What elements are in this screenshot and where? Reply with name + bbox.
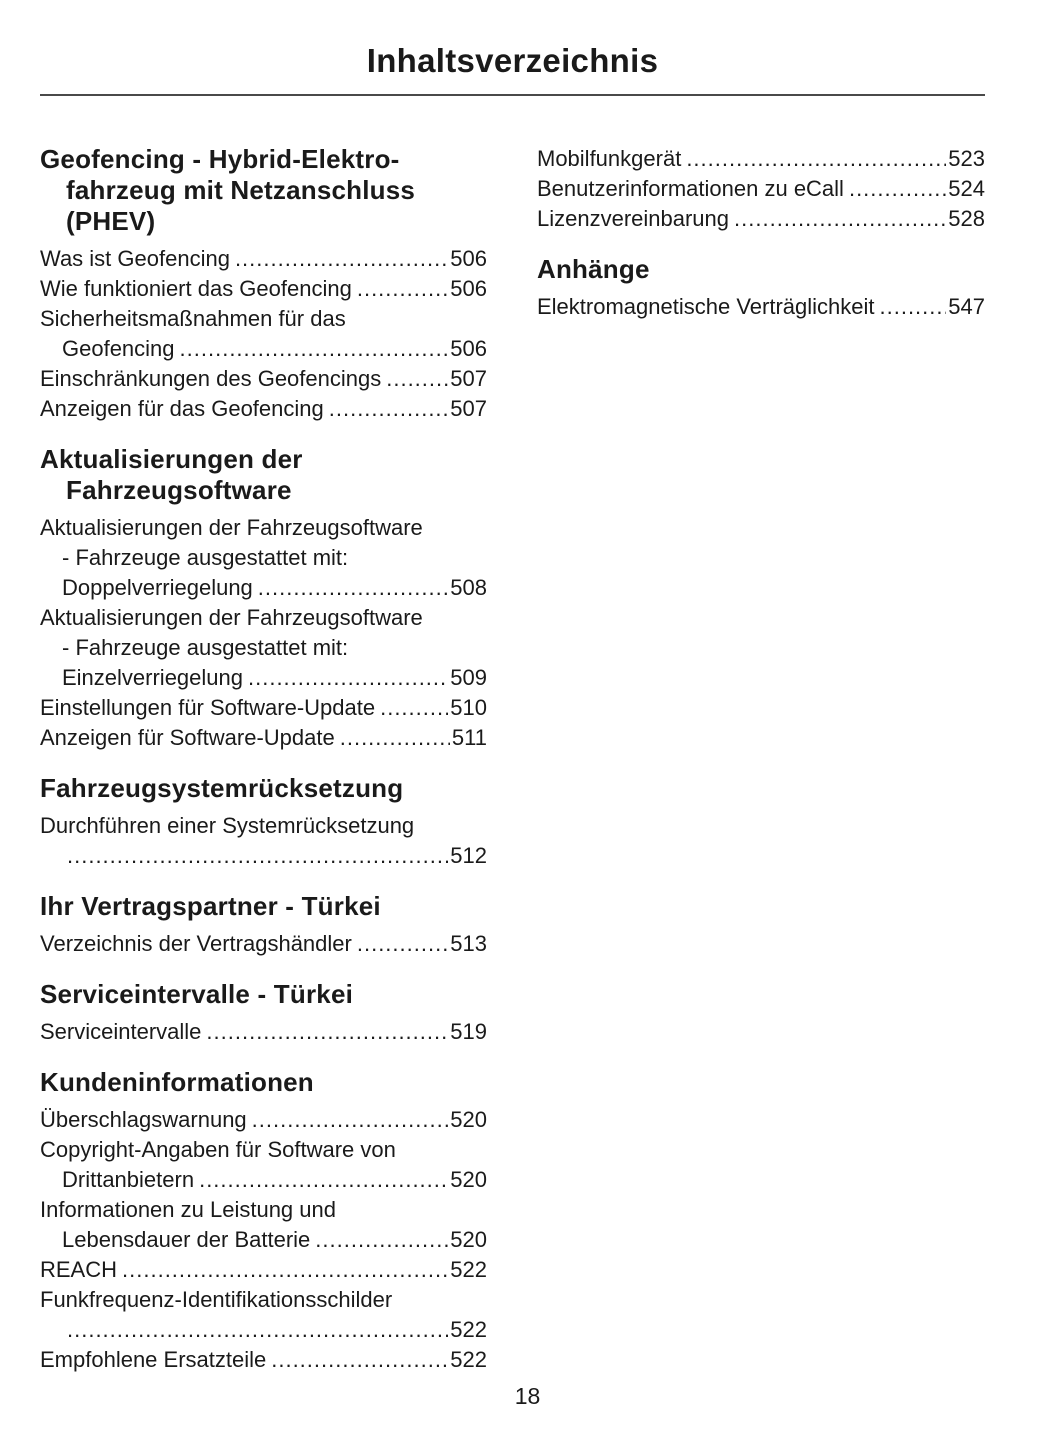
toc-entry-final-line [40, 929, 487, 959]
toc-entry-page: 528 [948, 206, 985, 231]
section-heading-line: (PHEV) [66, 206, 156, 236]
toc-entry-label: Einzelverriegelung [62, 665, 243, 690]
toc-section [40, 773, 487, 871]
toc-entry-page: 547 [948, 294, 985, 319]
toc-entry [40, 723, 487, 753]
dot-leader [252, 1105, 449, 1135]
toc-entry-final-line [40, 394, 487, 424]
toc-entry [40, 603, 487, 693]
toc-entry-label: Drittanbietern [62, 1167, 195, 1192]
toc-entry-label: Mobilfunkgerät [537, 146, 682, 171]
toc-entry-final-line [40, 1017, 487, 1047]
toc-entry [537, 292, 985, 322]
toc-entry-page: 506 [450, 336, 487, 361]
dot-leader [315, 1225, 448, 1255]
dot-leader [206, 1017, 448, 1047]
toc-entry-line: Copyright-Angaben für Software von [40, 1137, 396, 1162]
toc-entry-page: 524 [948, 176, 985, 201]
toc-entry-label: Einschränkungen des Geofencings [40, 366, 382, 391]
toc-entry-line: Informationen zu Leistung und [40, 1197, 336, 1222]
toc-entry-label: Geofencing [62, 336, 175, 361]
toc-entry-label: Lebensdauer der Batterie [62, 1227, 311, 1252]
section-heading [40, 979, 487, 1010]
toc-entry [40, 394, 487, 424]
toc-entry-label: Doppelverriegelung [62, 575, 253, 600]
dot-leader [734, 204, 946, 234]
dot-leader [248, 663, 448, 693]
dot-leader [686, 144, 946, 174]
toc-section [40, 144, 487, 424]
toc-entry-page: 506 [450, 246, 487, 271]
toc-entry [40, 1135, 487, 1195]
toc-entry-final-line [40, 1165, 487, 1195]
toc-entry-label: Wie funktioniert das Geofencing [40, 276, 352, 301]
toc-entry-line: Aktualisierungen der Fahrzeugsoftware [40, 605, 423, 630]
toc-entry-final-line [40, 663, 487, 693]
toc-entry-line: Aktualisierungen der Fahrzeugsoftware [40, 515, 423, 540]
toc-entry-page: 523 [948, 146, 985, 171]
toc-entry-label: Verzeichnis der Vertragshändler [40, 931, 352, 956]
toc-entry [40, 929, 487, 959]
dot-leader [67, 841, 448, 871]
toc-entry-line: - Fahrzeuge ausgestattet mit: [62, 545, 349, 570]
toc-section [40, 444, 487, 753]
section-heading-line: fahrzeug mit Netzanschluss [66, 175, 416, 205]
toc-column-2 [537, 144, 985, 322]
toc-section [40, 1067, 487, 1375]
toc-entry-final-line [40, 723, 487, 753]
section-heading-line: Ihr Vertragspartner - Türkei [40, 891, 381, 921]
section-heading-line: Kundeninformationen [40, 1067, 314, 1097]
dot-leader [357, 274, 448, 304]
toc-entry-label: Lizenzvereinbarung [537, 206, 730, 231]
toc-entry-final-line [537, 174, 985, 204]
toc-entry-final-line [40, 693, 487, 723]
toc-entry-final-line [40, 244, 487, 274]
section-heading [40, 144, 487, 237]
toc-entry-label: Einstellungen für Software-Update [40, 695, 376, 720]
toc-entry [40, 811, 487, 871]
section-heading [40, 444, 487, 506]
toc-entry-final-line [40, 364, 487, 394]
toc-entry-page: 519 [450, 1019, 487, 1044]
toc-entry [537, 174, 985, 204]
toc-entry [40, 1255, 487, 1285]
toc-entry-final-line [40, 274, 487, 304]
toc-entry-line: Funkfrequenz-Identifikationsschilder [40, 1287, 393, 1312]
toc-entry [40, 1285, 487, 1345]
toc-entry [40, 1195, 487, 1255]
toc-entry-page: 509 [450, 665, 487, 690]
section-heading-line: Aktualisierungen der [40, 444, 303, 474]
toc-entry-page: 510 [450, 695, 487, 720]
section-heading [40, 891, 487, 922]
section-heading-line: Anhänge [537, 254, 650, 284]
dot-leader [199, 1165, 448, 1195]
toc-section [537, 254, 985, 322]
toc-entry-final-line [40, 1255, 487, 1285]
toc-entry [40, 513, 487, 603]
toc-entry [40, 1017, 487, 1047]
toc-entry-label: Überschlagswarnung [40, 1107, 247, 1132]
dot-leader [67, 1315, 448, 1345]
toc-entry-label: REACH [40, 1257, 118, 1282]
dot-leader [340, 723, 450, 753]
dot-leader [271, 1345, 448, 1375]
toc-entry-final-line [40, 1105, 487, 1135]
dot-leader [357, 929, 448, 959]
toc-entry-label: Serviceintervalle [40, 1019, 202, 1044]
toc-entry-final-line [537, 204, 985, 234]
toc-entry-page: 522 [450, 1347, 487, 1372]
dot-leader [122, 1255, 448, 1285]
toc-entry-label: Elektromagnetische Verträglichkeit [537, 294, 875, 319]
toc-entry-label: Anzeigen für Software-Update [40, 725, 335, 750]
toc-entry-page: 511 [451, 725, 487, 750]
section-heading [40, 773, 487, 804]
toc-entry-final-line [40, 1225, 487, 1255]
toc-section [40, 891, 487, 959]
toc-entry-page: 522 [450, 1317, 487, 1342]
toc-entry-final-line [537, 292, 985, 322]
toc-entry-page: 520 [450, 1167, 487, 1192]
toc-entry [537, 204, 985, 234]
toc-section [537, 144, 985, 234]
toc-entry-page: 507 [450, 396, 487, 421]
toc-entry-final-line [40, 1315, 487, 1345]
dot-leader [329, 394, 449, 424]
toc-entry-page: 522 [450, 1257, 487, 1282]
toc-column-1 [40, 144, 487, 1375]
toc-entry [40, 364, 487, 394]
toc-entry-final-line [40, 1345, 487, 1375]
toc-entry-line: Durchführen einer Systemrücksetzung [40, 813, 415, 838]
toc-entry-final-line [537, 144, 985, 174]
toc-entry [40, 693, 487, 723]
toc-entry-page: 506 [450, 276, 487, 301]
toc-entry [40, 1105, 487, 1135]
toc-entry-label: Benutzerinformationen zu eCall [537, 176, 844, 201]
toc-columns [40, 144, 985, 1375]
toc-entry-line: - Fahrzeuge ausgestattet mit: [62, 635, 349, 660]
dot-leader [235, 244, 448, 274]
toc-entry-page: 513 [450, 931, 487, 956]
toc-entry [40, 304, 487, 364]
toc-entry [40, 274, 487, 304]
toc-entry-final-line [40, 334, 487, 364]
toc-entry-final-line [40, 841, 487, 871]
dot-leader [258, 573, 448, 603]
toc-entry-label: Was ist Geofencing [40, 246, 230, 271]
title-divider [40, 94, 985, 96]
dot-leader [386, 364, 448, 394]
toc-entry-page: 520 [450, 1227, 487, 1252]
section-heading-line: Geofencing - Hybrid-Elektro- [40, 144, 400, 174]
toc-entry [40, 1345, 487, 1375]
toc-entry-page: 512 [450, 843, 487, 868]
dot-leader [849, 174, 946, 204]
section-heading-line: Fahrzeugsoftware [66, 475, 292, 505]
dot-leader [380, 693, 448, 723]
section-heading-line: Serviceintervalle - Türkei [40, 979, 354, 1009]
toc-entry-line: Sicherheitsmaßnahmen für das [40, 306, 346, 331]
toc-entry [40, 244, 487, 274]
dot-leader [880, 292, 947, 322]
toc-entry-page: 520 [450, 1107, 487, 1132]
section-heading-line: Fahrzeugsystemrücksetzung [40, 773, 404, 803]
toc-entry-final-line [40, 573, 487, 603]
toc-section [40, 979, 487, 1047]
section-heading [40, 1067, 487, 1098]
toc-entry [537, 144, 985, 174]
toc-entry-page: 507 [450, 366, 487, 391]
toc-entry-label: Anzeigen für das Geofencing [40, 396, 324, 421]
toc-entry-page: 508 [450, 575, 487, 600]
section-heading [537, 254, 985, 285]
dot-leader [180, 334, 449, 364]
toc-entry-label: Empfohlene Ersatzteile [40, 1347, 267, 1372]
page-title: Inhaltsverzeichnis [366, 42, 659, 79]
page-number: 18 [514, 1383, 541, 1409]
